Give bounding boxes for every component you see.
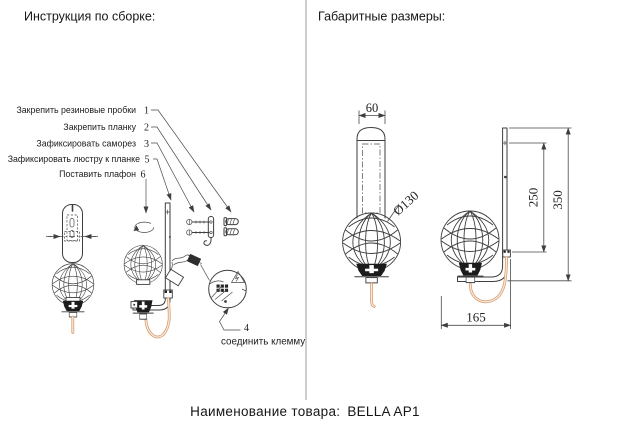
assembly-view-exploded	[124, 203, 209, 337]
product-caption-label: Наименование товара:	[190, 404, 341, 419]
terminal-detail-circle	[209, 270, 247, 330]
dimension-side-view	[441, 128, 572, 329]
left-panel-title: Инструкция по сборке:	[24, 9, 156, 24]
rotate-arrow-ellipse	[135, 222, 154, 232]
dim-top-width: 60	[365, 101, 379, 115]
dim-depth: 165	[466, 309, 486, 325]
wall-anchor	[224, 228, 238, 236]
lamp-socket-holder	[62, 301, 84, 317]
lamp-socket-holder	[458, 263, 483, 283]
step-label-3: Зафиксировать саморез	[36, 138, 136, 149]
dimension-front-view	[343, 101, 422, 307]
lamp-shade-sphere	[124, 245, 162, 283]
step-label-6: Поставить плафон	[59, 169, 136, 179]
right-panel-title: Габаритные размеры:	[318, 9, 446, 24]
callout-num-4: 4	[244, 323, 249, 334]
product-caption	[190, 404, 420, 419]
step-label-5: Зафиксировать люстру к планке	[7, 154, 140, 164]
lamp-shade-sphere	[343, 213, 401, 271]
step-labels	[8, 105, 150, 181]
step-num-1: 1	[144, 105, 149, 117]
dim-total-height: 350	[550, 190, 565, 210]
terminal-block	[217, 285, 229, 292]
assembly-view-wallplate	[46, 205, 98, 333]
mounting-plank	[208, 217, 213, 238]
lamp-shade-sphere	[441, 211, 499, 269]
dim-bracket-height: 250	[525, 187, 541, 208]
step-num-5: 5	[144, 154, 150, 166]
callout-label-4: соединить клемму	[221, 336, 306, 348]
step-label-1: Закрепить резиновые пробки	[16, 105, 136, 115]
step-num-2: 2	[144, 122, 149, 134]
dim-diameter: Ø130	[389, 187, 422, 219]
screw-kit	[187, 217, 239, 246]
step-num-3: 3	[144, 139, 149, 150]
step-num-6: 6	[140, 169, 146, 181]
wall-anchor	[224, 218, 238, 226]
step-leader-lines	[146, 110, 231, 213]
product-name: BELLA AP1	[347, 404, 420, 419]
lamp-socket-holder	[355, 264, 389, 283]
step-label-2: Закрепить планку	[63, 122, 136, 132]
